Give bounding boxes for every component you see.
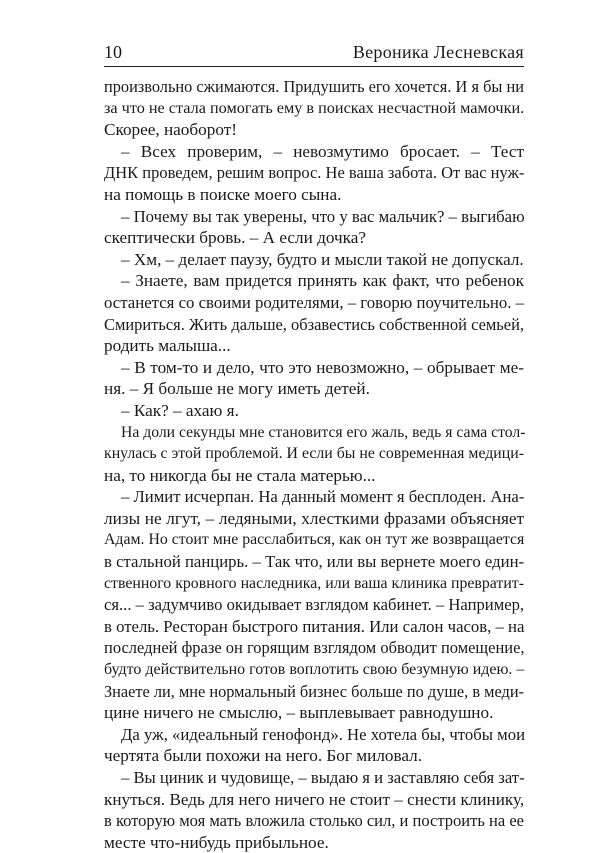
page-number: 10 [104,42,122,62]
running-head-author: Вероника Лесневская [352,42,524,62]
body-text [104,76,524,853]
text-line: – Почему вы так уверены, что у вас мальчик? – выгибаю [121,206,525,226]
text-line: останется со своими родителями, – говорю поучительно. – [104,292,524,312]
text-line: – В том-то и дело, что это невозможно, – обрывает ме- [121,357,524,377]
text-line: цине ничего не смыслю, – выплевывает равнодушно. [104,703,494,723]
text-line: чертята были похожи на него. Бог миловал. [104,746,423,766]
text-line: скептически бровь. – А если дочка? [104,228,366,248]
page-header [104,40,524,67]
text-line: ня. – Я больше не могу иметь детей. [104,379,370,399]
text-line: Скорее, наоборот! [104,120,237,140]
text-line: Знаете ли, мне нормальный бизнес больше по душе, в меди- [104,681,524,701]
text-line: родить малыша... [104,336,231,356]
text-line: за что не стала помогать ему в поисках несчастной мамочки. [104,98,525,117]
text-line: на, то никогда бы не стала матерью... [104,465,376,485]
text-line: – Знаете, вам придется принять как факт, что ребенок [121,271,524,291]
text-line: в стальной панцирь. – Так что, или вы вернете моего един- [104,552,525,572]
text-line: в которую моя мать вложила столько сил, и построить на ее [104,811,524,831]
text-line: ДНК проведем, решим вопрос. Не ваша забота. От вас нуж- [104,163,525,183]
text-line: ся... – задумчиво окидывает взглядом кабинет. – Например, [104,595,525,615]
text-line: Да уж, «идеальный генофонд». Не хотела бы, чтобы мои [121,724,526,744]
text-line: в отель. Ресторан быстрого питания. Или салон часов, – на [104,616,525,636]
text-line: кнулась с этой проблемой. И если бы не современная медици- [104,445,524,463]
text-line: месте что-нибудь прибыльное. [104,832,329,852]
text-line: будто действительно готов воплотить свою безумную идею. – [104,661,525,679]
text-line: ственного кровного наследника, или ваша клиника превратит- [104,574,524,592]
text-line: Смириться. Жить дальше, обзавестись собственной семьей, [104,314,524,334]
text-line: – Вы циник и чудовище, – выдаю я и заставляю себя зат- [121,768,525,787]
text-line: – Как? – ахаю я. [121,400,239,420]
text-line: произвольно сжимаются. Придушить его хочется. И я бы ни [104,77,524,96]
text-line: кнуться. Ведь для него ничего не стоит – снести клинику, [104,789,525,809]
text-line: лизы не лгут, – ледяными, хлесткими фразами объясняет [104,508,524,528]
text-line: Адам. Но стоит мне расслабиться, как он тут же возвращается [104,531,525,549]
text-line: на помощь в поиске моего сына. [104,184,342,204]
text-line: последней фразе он горящим взглядом обводит помещение, [104,638,525,658]
text-line: На доли секунды мне становится его жаль, ведь я сама стол- [121,423,526,441]
text-line: – Лимит исчерпан. На данный момент я бесплоден. Ана- [121,487,525,507]
text-line: – Всех проверим, – невозмутимо бросает. – Тест [121,141,524,161]
text-line: – Хм, – делает паузу, будто и мысли такой не допускал. [121,249,524,269]
